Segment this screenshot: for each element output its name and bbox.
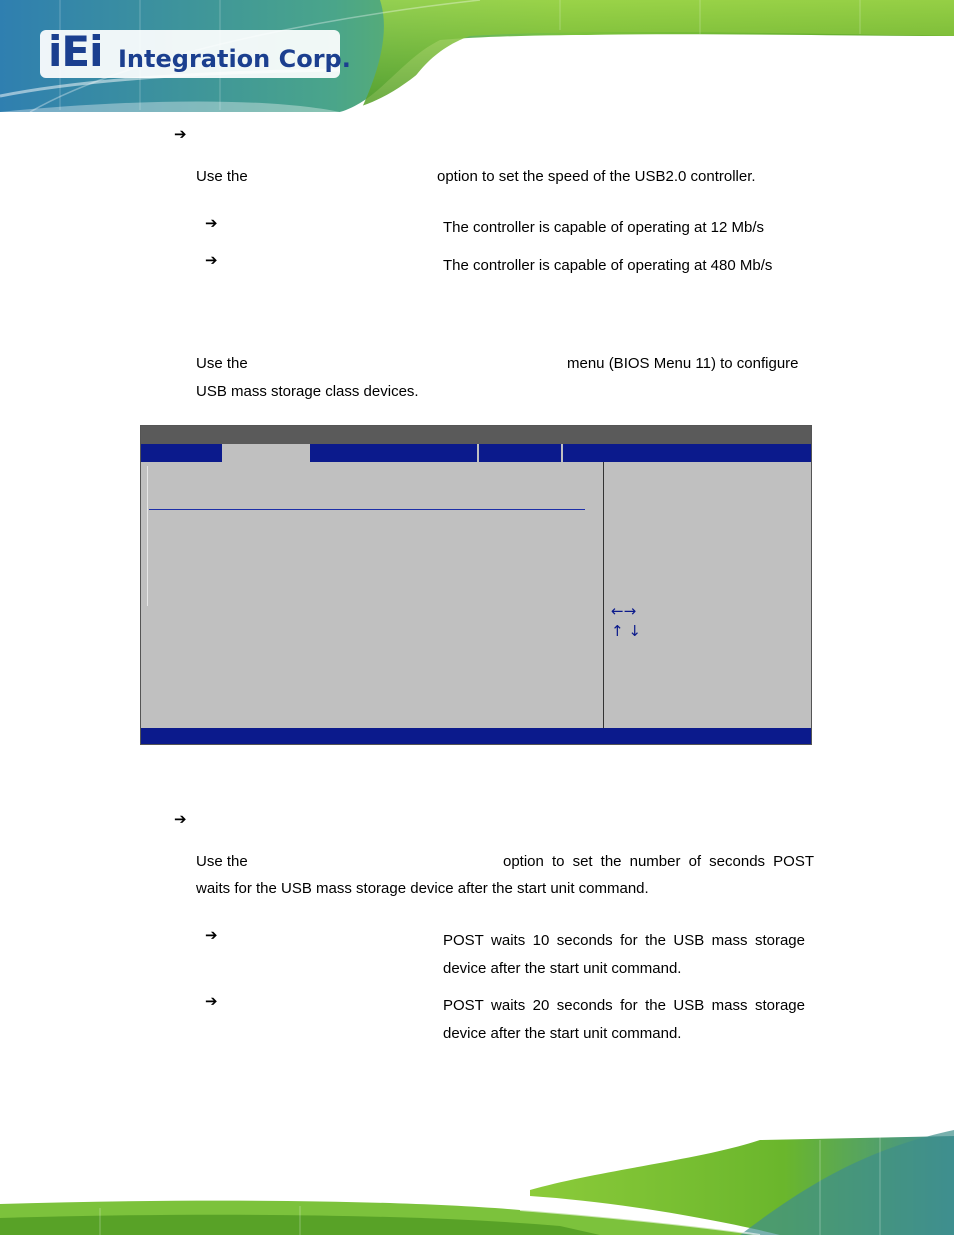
arrow-icon: ➔ — [205, 992, 218, 1010]
footer-graphic — [0, 1130, 954, 1235]
arrow-icon: ➔ — [174, 810, 187, 828]
up-down-arrow-icon: ↑ ↓ — [611, 622, 641, 640]
option-description: POST waits 10 seconds for the USB mass storage — [443, 932, 805, 949]
bios-title-bar — [141, 426, 811, 444]
section2-intro-right: menu (BIOS Menu 11) to configure — [567, 355, 799, 372]
page-header-banner — [0, 0, 954, 118]
arrow-icon: ➔ — [174, 125, 187, 143]
page-footer-banner — [0, 1130, 954, 1235]
bios-item-column-line — [147, 466, 148, 606]
arrow-icon: ➔ — [205, 251, 218, 269]
logo-mark: iEi — [48, 27, 103, 76]
section3-intro-right: option to set the number of seconds POST — [503, 853, 814, 870]
bios-menu-screenshot — [140, 425, 812, 745]
left-right-arrow-icon: ←→ — [611, 602, 637, 620]
bios-tab-active — [224, 444, 308, 464]
section1-intro-right: option to set the speed of the USB2.0 controller. — [437, 168, 756, 185]
arrow-icon: ➔ — [205, 214, 218, 232]
section2-intro-line2: USB mass storage class devices. — [196, 383, 419, 400]
option-description: device after the start unit command. — [443, 960, 682, 977]
bios-status-bar — [141, 728, 811, 744]
option-description: POST waits 20 seconds for the USB mass storage — [443, 997, 805, 1014]
arrow-icon: ➔ — [205, 926, 218, 944]
bios-section-rule — [149, 509, 585, 510]
option-description: The controller is capable of operating at 480 Mb/s — [443, 257, 773, 274]
option-description: The controller is capable of operating at 12 Mb/s — [443, 219, 765, 236]
section3-intro-left: Use the — [196, 853, 248, 870]
section3-intro-line2: waits for the USB mass storage device after the start unit command. — [196, 880, 649, 897]
logo-text: Integration Corp. — [118, 45, 351, 73]
section2-intro-left: Use the — [196, 355, 248, 372]
option-description: device after the start unit command. — [443, 1025, 682, 1042]
section1-intro-left: Use the — [196, 168, 248, 185]
bios-help-divider — [603, 462, 604, 728]
